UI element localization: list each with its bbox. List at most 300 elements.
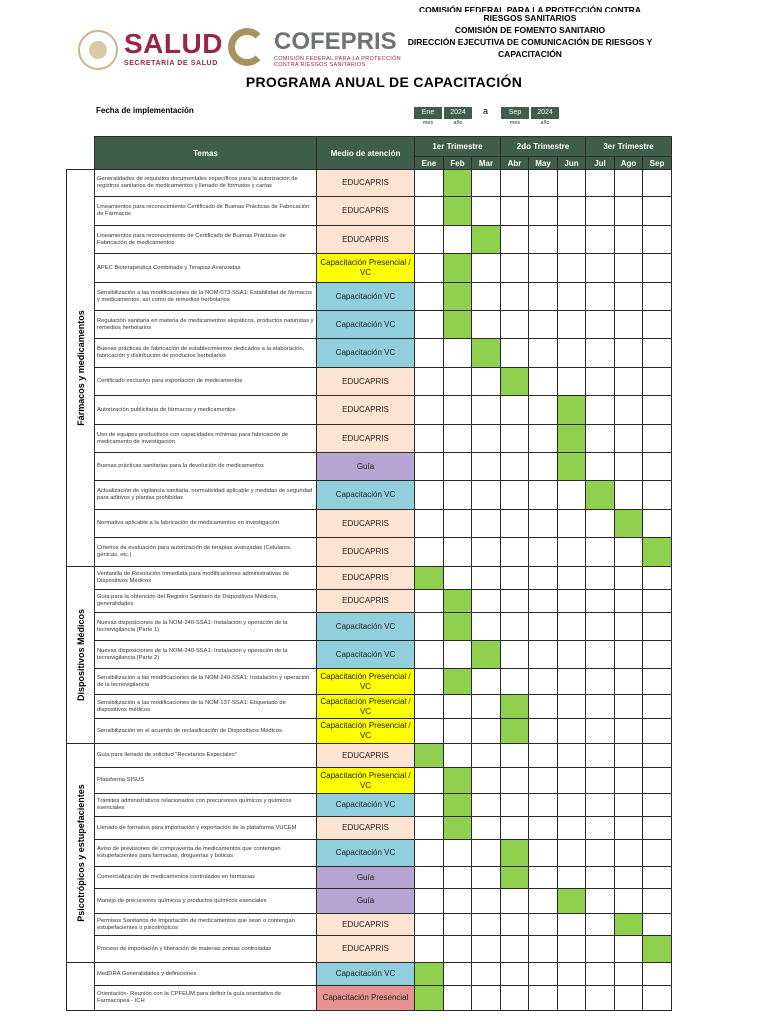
topic-cell: APEC Bioterapéutica Combinada y Terapias Avanzadas: [95, 254, 317, 283]
month-cell: [415, 768, 444, 794]
month-cell: [444, 453, 472, 481]
month-cell: [643, 170, 672, 197]
scheduled-month-cell: [472, 641, 501, 669]
month-cell: [615, 840, 643, 867]
page-title: PROGRAMA ANUAL DE CAPACITACIÓN: [245, 74, 523, 90]
month-cell: [529, 254, 558, 283]
month-cell: [558, 719, 586, 744]
month-cell: [586, 311, 615, 339]
medium-cell: EDUCAPRIS: [317, 197, 415, 226]
topic-cell: Sensibilización a las modificaciones de la NOM-073-SSA1: Estabilidad de fármacos y medicamentos, así como de remedios herbolarios: [95, 283, 317, 311]
month-cell: [444, 986, 472, 1011]
month-cell: [501, 613, 529, 641]
month-cell: [558, 311, 586, 339]
month-cell: [472, 744, 501, 768]
topic-cell: Lineamientos para reconocimiento Certificado de Buenas Prácticas de Fabricación de Fármacos: [95, 197, 317, 226]
category-label: Psicotrópicos y estupefacientes: [75, 784, 86, 922]
month-cell: [643, 867, 672, 889]
month-cell: [643, 590, 672, 613]
month-cell: [501, 641, 529, 669]
medium-cell: Guía: [317, 453, 415, 481]
topic-cell: Buenas prácticas sanitarias para la devolución de medicamentos: [95, 453, 317, 481]
medium-cell: EDUCAPRIS: [317, 567, 415, 590]
scheduled-month-cell: [444, 254, 472, 283]
cofepris-logo: COFEPRIS: [274, 28, 397, 55]
month-cell: [615, 453, 643, 481]
month-cell: [586, 254, 615, 283]
month-cell: [501, 936, 529, 963]
month-cell: [529, 368, 558, 396]
month-cell: [586, 170, 615, 197]
document-header: [0, 0, 768, 80]
medium-cell: Capacitación Presencial: [317, 986, 415, 1011]
month-cell: [558, 768, 586, 794]
start-month-caption: mes: [422, 120, 434, 126]
month-cell: [643, 840, 672, 867]
month-cell: [415, 867, 444, 889]
topic-cell: Sensibilización a las modificaciones de la NOM-240-SSA1: Instalación y operación de la tecnovigilancia: [95, 669, 317, 695]
month-cell: [472, 254, 501, 283]
topic-cell: Comercialización de medicamentos controlados en farmacias: [95, 867, 317, 889]
month-cell: [415, 396, 444, 425]
month-cell: [415, 226, 444, 254]
org-line-3: DIRECCIÓN EJECUTIVA DE COMUNICACIÓN DE RIESGOS Y: [407, 37, 653, 47]
month-cell: [444, 226, 472, 254]
month-cell: [558, 840, 586, 867]
table-row: [67, 396, 672, 425]
month-cell: [615, 641, 643, 669]
month-cell: [558, 567, 586, 590]
month-cell: [558, 283, 586, 311]
month-header: Ago: [615, 157, 643, 170]
cofepris-sub-line2: CONTRA RIESGOS SANITARIOS: [274, 62, 366, 68]
scheduled-month-cell: [643, 538, 672, 567]
month-cell: [415, 590, 444, 613]
topic-cell: Autorización publicitaria de fármacos y medicamentos: [95, 396, 317, 425]
topic-cell: Generalidades de requisitos documentales específicos para la autorización de registros sanitarios de medicamentos y llenado de formatos y cartas: [95, 170, 317, 197]
table-row: [67, 669, 672, 695]
scheduled-month-cell: [415, 567, 444, 590]
topic-cell: Lineamientos para reconocimiento de Certificado de Buenas Prácticas de Fabricación de medicamentos: [95, 226, 317, 254]
org-line-4: CAPACITACIÓN: [498, 49, 562, 59]
month-cell: [501, 170, 529, 197]
month-cell: [415, 817, 444, 840]
month-cell: [415, 170, 444, 197]
month-cell: [558, 695, 586, 719]
month-cell: [586, 936, 615, 963]
month-cell: [501, 481, 529, 510]
month-cell: [586, 794, 615, 817]
medium-cell: Capacitación Presencial / VC: [317, 669, 415, 695]
month-cell: [472, 538, 501, 567]
month-cell: [415, 481, 444, 510]
month-cell: [472, 840, 501, 867]
month-cell: [615, 817, 643, 840]
month-cell: [529, 339, 558, 368]
table-row: [67, 986, 672, 1011]
month-cell: [415, 368, 444, 396]
month-cell: [444, 695, 472, 719]
month-cell: [444, 936, 472, 963]
scheduled-month-cell: [558, 453, 586, 481]
month-cell: [472, 889, 501, 914]
month-cell: [615, 889, 643, 914]
scheduled-month-cell: [558, 396, 586, 425]
month-cell: [643, 768, 672, 794]
category-label: Dispositivos Médicos: [75, 608, 86, 702]
month-cell: [586, 986, 615, 1011]
scheduled-month-cell: [615, 510, 643, 538]
month-cell: [558, 339, 586, 368]
month-cell: [586, 510, 615, 538]
month-cell: [558, 590, 586, 613]
scheduled-month-cell: [444, 311, 472, 339]
month-cell: [415, 840, 444, 867]
month-cell: [472, 669, 501, 695]
scheduled-month-cell: [586, 481, 615, 510]
topic-cell: Trámites administrativos relacionados con precursores químicos y químicos esenciales: [95, 794, 317, 817]
month-cell: [415, 936, 444, 963]
month-cell: [615, 719, 643, 744]
month-cell: [558, 986, 586, 1011]
month-cell: [529, 936, 558, 963]
table-row: [67, 768, 672, 794]
scheduled-month-cell: [501, 867, 529, 889]
month-cell: [501, 817, 529, 840]
table-row: [67, 744, 672, 768]
table-row: [67, 254, 672, 283]
table-row: [67, 719, 672, 744]
topic-cell: Buenas prácticas de fabricación de establecimientos dedicados a la elaboración, fabricación y distribución de productos herbolarios: [95, 339, 317, 368]
scheduled-month-cell: [444, 197, 472, 226]
scheduled-month-cell: [472, 226, 501, 254]
month-cell: [444, 510, 472, 538]
month-cell: [615, 936, 643, 963]
scheduled-month-cell: [444, 590, 472, 613]
start-month-field: Ene: [414, 107, 442, 119]
month-cell: [444, 840, 472, 867]
table-row: [67, 453, 672, 481]
table-row: [67, 613, 672, 641]
month-cell: [415, 538, 444, 567]
table-row: [67, 481, 672, 510]
topic-cell: Ventanilla de Resolución Inmediata para modificaciones administrativas de Dispositivos Médicos: [95, 567, 317, 590]
medium-cell: EDUCAPRIS: [317, 538, 415, 567]
month-cell: [472, 768, 501, 794]
end-year-caption: año: [540, 120, 550, 126]
month-cell: [444, 567, 472, 590]
month-cell: [472, 986, 501, 1011]
medium-cell: EDUCAPRIS: [317, 226, 415, 254]
topic-cell: Manejo de precursores químicos y productos químicos esenciales: [95, 889, 317, 914]
medium-cell: Capacitación Presencial / VC: [317, 254, 415, 283]
start-year-caption: año: [453, 120, 463, 126]
month-cell: [615, 538, 643, 567]
medium-cell: EDUCAPRIS: [317, 914, 415, 936]
table-row: [67, 368, 672, 396]
topic-cell: Aviso de previsiones de compraventa de medicamentos que contengan estupefacientes para farmacias, droguerías y boticas: [95, 840, 317, 867]
month-cell: [586, 283, 615, 311]
medium-cell: EDUCAPRIS: [317, 396, 415, 425]
month-cell: [615, 339, 643, 368]
topic-cell: Nuevas disposiciones de la NOM-240-SSA1: Instalación y operación de la tecnovigilancia (Parte 1): [95, 613, 317, 641]
medium-cell: EDUCAPRIS: [317, 744, 415, 768]
category-label: Fármacos y medicamentos: [75, 310, 86, 426]
month-cell: [529, 719, 558, 744]
month-cell: [643, 339, 672, 368]
month-cell: [558, 197, 586, 226]
topic-cell: Nuevas disposiciones de la NOM-240-SSA1: Instalación y operación de la tecnovigilancia (Parte 2): [95, 641, 317, 669]
month-cell: [586, 425, 615, 453]
month-cell: [415, 339, 444, 368]
month-header: Sep: [643, 157, 672, 170]
scheduled-month-cell: [558, 425, 586, 453]
month-cell: [529, 768, 558, 794]
month-cell: [472, 936, 501, 963]
month-cell: [615, 197, 643, 226]
medium-cell: Capacitación Presencial / VC: [317, 768, 415, 794]
month-cell: [529, 695, 558, 719]
column-header-medium: Medio de atención: [317, 137, 415, 170]
medium-cell: EDUCAPRIS: [317, 170, 415, 197]
month-cell: [444, 914, 472, 936]
table-row: [67, 590, 672, 613]
table-row: [67, 936, 672, 963]
month-cell: [586, 613, 615, 641]
month-cell: [615, 170, 643, 197]
table-row: [67, 567, 672, 590]
month-cell: [529, 567, 558, 590]
medium-cell: Capacitación VC: [317, 641, 415, 669]
topic-cell: Proceso de importación y liberación de materias primas controladas: [95, 936, 317, 963]
month-cell: [529, 425, 558, 453]
month-cell: [558, 641, 586, 669]
month-cell: [444, 744, 472, 768]
month-cell: [415, 613, 444, 641]
month-cell: [558, 914, 586, 936]
month-cell: [415, 889, 444, 914]
medium-cell: Capacitación Presencial / VC: [317, 695, 415, 719]
month-cell: [615, 311, 643, 339]
month-cell: [558, 744, 586, 768]
month-header: Mar: [472, 157, 501, 170]
month-cell: [586, 197, 615, 226]
month-cell: [472, 311, 501, 339]
mexico-seal-logo: [78, 30, 118, 70]
salud-logo: SALUD: [124, 28, 223, 59]
month-cell: [615, 283, 643, 311]
month-cell: [501, 453, 529, 481]
month-cell: [501, 254, 529, 283]
month-cell: [415, 425, 444, 453]
month-cell: [529, 794, 558, 817]
month-cell: [558, 817, 586, 840]
month-cell: [558, 794, 586, 817]
month-cell: [529, 481, 558, 510]
medium-cell: EDUCAPRIS: [317, 590, 415, 613]
month-cell: [586, 368, 615, 396]
month-cell: [586, 453, 615, 481]
scheduled-month-cell: [472, 339, 501, 368]
medium-cell: EDUCAPRIS: [317, 425, 415, 453]
month-cell: [529, 914, 558, 936]
medium-cell: Capacitación VC: [317, 794, 415, 817]
month-header: May: [529, 157, 558, 170]
month-cell: [586, 840, 615, 867]
month-cell: [529, 283, 558, 311]
month-cell: [444, 867, 472, 889]
month-cell: [501, 226, 529, 254]
scheduled-month-cell: [558, 889, 586, 914]
month-cell: [415, 641, 444, 669]
month-cell: [472, 794, 501, 817]
month-cell: [643, 197, 672, 226]
scheduled-month-cell: [501, 719, 529, 744]
month-header: Jul: [586, 157, 615, 170]
topic-cell: Orientación- Reunión con la CPFEUM para definir la guía orientativa de Farmacopea - ICH: [95, 986, 317, 1011]
category-cell: [67, 963, 95, 1011]
org-line-0: COMISIÓN FEDERAL PARA LA PROTECCIÓN CONTRA: [419, 5, 641, 12]
month-cell: [615, 613, 643, 641]
topic-cell: Plataforma SISUS: [95, 768, 317, 794]
month-cell: [529, 669, 558, 695]
salud-logo-subtitle: SECRETARÍA DE SALUD: [124, 60, 218, 67]
month-cell: [472, 425, 501, 453]
month-cell: [529, 840, 558, 867]
table-row: [67, 311, 672, 339]
month-cell: [472, 817, 501, 840]
table-row: [67, 817, 672, 840]
month-cell: [586, 817, 615, 840]
month-cell: [558, 936, 586, 963]
month-cell: [501, 914, 529, 936]
month-cell: [415, 794, 444, 817]
medium-cell: Capacitación VC: [317, 963, 415, 986]
month-cell: [558, 867, 586, 889]
month-cell: [643, 425, 672, 453]
medium-cell: EDUCAPRIS: [317, 510, 415, 538]
scheduled-month-cell: [415, 744, 444, 768]
scheduled-month-cell: [501, 695, 529, 719]
medium-cell: Guía: [317, 867, 415, 889]
month-cell: [558, 226, 586, 254]
month-cell: [529, 396, 558, 425]
topic-cell: Permisos Sanitarios de Importación de medicamentos que sean o contengan estupefacientes o psicotrópicos: [95, 914, 317, 936]
cofepris-c-logo: [228, 28, 266, 66]
topic-cell: Certificado exclusivo para exportación de medicamentos: [95, 368, 317, 396]
month-cell: [615, 396, 643, 425]
month-cell: [472, 695, 501, 719]
topic-cell: MedDRA Generalidades y definiciones: [95, 963, 317, 986]
month-cell: [615, 963, 643, 986]
month-cell: [558, 613, 586, 641]
month-cell: [586, 339, 615, 368]
table-row: [67, 914, 672, 936]
month-cell: [444, 425, 472, 453]
month-cell: [586, 538, 615, 567]
quarter-header-1: 1er Trimestre: [415, 137, 501, 157]
month-cell: [643, 453, 672, 481]
month-cell: [643, 368, 672, 396]
month-cell: [529, 986, 558, 1011]
month-header: Ene: [415, 157, 444, 170]
month-cell: [586, 768, 615, 794]
topic-cell: Regulación sanitaria en materia de medicamentos alopáticos, productos naturistas y remedios herbolarios: [95, 311, 317, 339]
month-cell: [615, 425, 643, 453]
scheduled-month-cell: [615, 914, 643, 936]
month-cell: [558, 368, 586, 396]
corner-cell: [67, 137, 95, 170]
month-cell: [529, 744, 558, 768]
month-cell: [558, 254, 586, 283]
month-cell: [501, 339, 529, 368]
month-cell: [501, 669, 529, 695]
scheduled-month-cell: [444, 669, 472, 695]
category-cell: [67, 744, 95, 963]
month-cell: [586, 641, 615, 669]
month-cell: [415, 197, 444, 226]
table-row: [67, 538, 672, 567]
month-cell: [444, 396, 472, 425]
table-row: [67, 695, 672, 719]
month-cell: [472, 719, 501, 744]
month-cell: [472, 867, 501, 889]
month-cell: [415, 283, 444, 311]
month-cell: [444, 963, 472, 986]
month-cell: [472, 613, 501, 641]
month-cell: [415, 914, 444, 936]
month-cell: [472, 510, 501, 538]
month-cell: [501, 590, 529, 613]
month-cell: [586, 590, 615, 613]
cofepris-logo-subtitle: [274, 56, 401, 68]
month-cell: [501, 963, 529, 986]
month-cell: [558, 170, 586, 197]
month-cell: [415, 510, 444, 538]
month-cell: [615, 768, 643, 794]
month-cell: [501, 889, 529, 914]
quarter-header-2: 2do Trimestre: [501, 137, 586, 157]
scheduled-month-cell: [415, 963, 444, 986]
month-cell: [586, 567, 615, 590]
month-cell: [643, 396, 672, 425]
table-row: [67, 510, 672, 538]
month-cell: [643, 226, 672, 254]
organization-block: [400, 6, 660, 60]
month-cell: [501, 794, 529, 817]
month-cell: [529, 817, 558, 840]
month-cell: [529, 538, 558, 567]
month-cell: [444, 368, 472, 396]
month-cell: [444, 538, 472, 567]
month-cell: [643, 283, 672, 311]
month-cell: [529, 510, 558, 538]
month-cell: [643, 744, 672, 768]
month-cell: [444, 889, 472, 914]
topic-cell: Uso de equipos productivos con capacidades mínimas para fabricación de medicamento de investigación: [95, 425, 317, 453]
table-row: [67, 840, 672, 867]
table-row: [67, 197, 672, 226]
medium-cell: Capacitación VC: [317, 339, 415, 368]
month-cell: [643, 481, 672, 510]
month-cell: [472, 567, 501, 590]
month-header: Jun: [558, 157, 586, 170]
month-cell: [529, 613, 558, 641]
medium-cell: Capacitación VC: [317, 311, 415, 339]
scheduled-month-cell: [501, 840, 529, 867]
month-cell: [501, 283, 529, 311]
month-cell: [558, 538, 586, 567]
